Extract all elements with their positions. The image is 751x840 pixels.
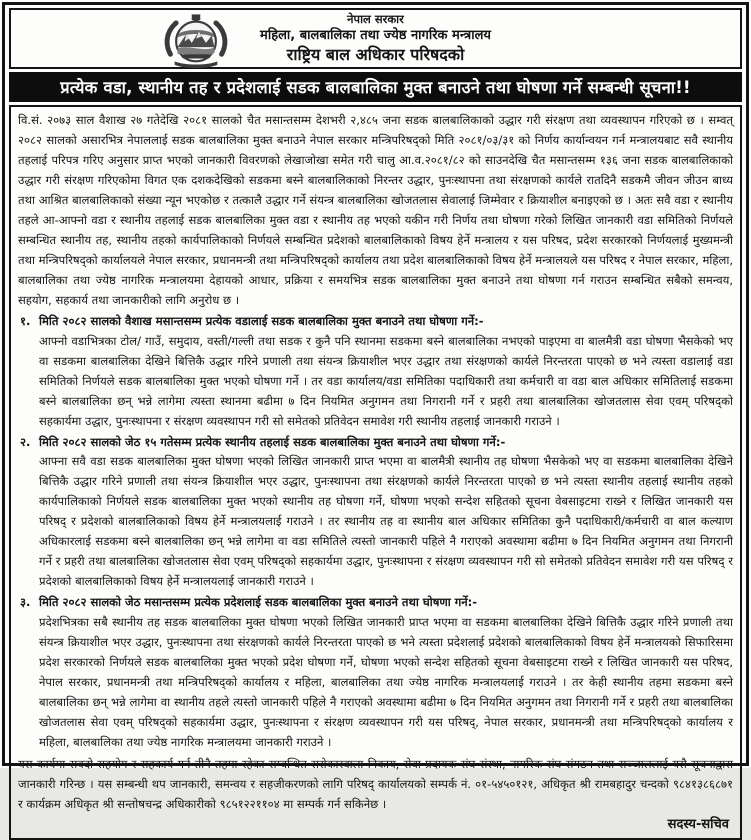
header-ministry: महिला, बालबालिका तथा ज्येष्ठ नागरिक मन्त्रालय: [260, 28, 491, 44]
section-1-body: आफ्नो वडाभित्रका टोल/ गाउँ, समुदाय, वस्ती/गल्ली तथा सडक र कुनै पनि स्थानमा सडकमा बस्ने बालबालिका नभएको पाइएमा वा बालमैत्री वडा घोषणा भैसकेको भए वा सडकमा बालबालिका देखिने बित्तिकै उद्धार गरिने प्रणाली तथा संयन्त्र क्रियाशील भएर उद्धार तथा संरक्षणको कार्यले निरन्तरता पाएको छ भने त्यस्ता वडालाई वडा समितिको निर्णयले सडक बालबालिका मुक्त भएको घोषणा गर्ने । तर वडा कार्यालय/वडा समितिका पदाधिकारी तथा कर्मचारी वा वडा बाल अधिकार समितिलाई सडकमा बस्ने बालबालिका छन् भन्ने लागेमा त्यस्ता स्थानमा बढीमा ७ दिन नियमित अनुगमन तथा निगरानी गर्ने र प्रहरी तथा बालबालिका खोजतलास सेवा एवम् परिषद्को सहकार्यमा उद्धार, पुनःस्थापना र संरक्षण व्यवस्थापन गरी सो समेतको प्रतिवेदन समावेश गरी स्थानीय तहलाई जानकारी गराउने ।: [39, 333, 733, 428]
signature-member-secretary: सदस्य-सचिव: [667, 816, 729, 832]
section-1-number: १.: [20, 313, 31, 328]
header-council: राष्ट्रिय बाल अधिकार परिषदको: [286, 44, 465, 64]
section-2-body: आफ्ना सवै वडा सडक बालबालिका मुक्त घोषणा भएको लिखित जानकारी प्राप्त भएमा वा बालमैत्री स्थानीय तह घोषणा भैसकेको भए वा सडकमा बालबालिका देखिने बित्तिकै उद्धार गरिने प्रणाली तथा संयन्त्र क्रियाशील भएर उद्धार, पुनःस्थापना तथा संरक्षणको कार्यले निरन्तरता पाएको छ भने त्यस्ता स्थानीय तहलाई स्थानीय तहको कार्यपालिकाको निर्णयले सडक बालबालिका मुक्त भएको स्थानीय तह घोषणा गर्ने, घोषणा भएको सन्देश सहितको सूचना वेबसाइटमा राख्ने र लिखित जानकारी यस परिषद् र प्रदेशको बालबालिकाको विषय हेर्ने मन्त्रालयलाई गराउने । तर स्थानीय तह वा स्थानीय बाल अधिकार समितिका कुनै पदाधिकारी/कर्मचारी वा बाल कल्याण अधिकारलाई सडकमा बस्ने बालबालिका छन् भन्ने लागेमा वा वडा समितिले त्यस्तो जानकारी पहिले नै गराएको अवस्थामा बढीमा ७ दिन नियमित अनुगमन तथा निगरानी गर्ने र प्रहरी तथा बालबालिका खोजतलास सेवा एवम् परिषद्को सहकार्यमा उद्धार, पुनःस्थापना र संरक्षण व्यवस्थापन गरी सो समेतको प्रतिवेदन समावेश गरी यस परिषद् र प्रदेशको बालबालिकाको विषय हेर्ने मन्त्रालयलाई जानकारी गराउने ।: [39, 454, 733, 589]
intro-paragraph: वि.सं. २०७३ साल वैशाख २७ गतेदेखि २०८१ सालको चैत मसान्तसम्म देशभरी २,४८५ जना सडक बालबालिकाको उद्धार गरी संरक्षण तथा व्यवस्थापन गरिएको छ । सम्वत् २०८२ सालको असारभित्र नेपाललाई सडक बालबालिका मुक्त बनाउने नेपाल सरकार मन्त्रिपरिषद्को मिति २०८१/०३/३१ को निर्णय कार्यान्वयन गर्न मन्त्रालयबाट सवै स्थानीय तहलाई परिपत्र गरिए अनुसार प्राप्त भएको जानकारी विवरणको लेखाजोखा समेत गरी चालु आ.व.२०८१/८२ को साउनदेखि चैत मसान्तसम्म १३६ जना सडक बालबालिकाको उद्धार गरी संरक्षण गरिएकोमा विगत एक दशकदेखिको सडकमा बस्ने बालबालिकाको निरन्तर उद्धार, पुनःस्थापना तथा संरक्षणको कार्यले रातदिनै सडकमै जीवन जीउन बाध्य तथा आश्रित बालबालिकाको संख्या न्यून भएकोछ र तत्कालै उद्धार गर्ने संयन्त्र बालबालिका खोजतलास सेवालाई जिम्मेवार र क्रियाशील बनाइएको छ । अतः सवै वडा र स्थानीय तहले आ-आफ्नो वडा र स्थानीय तहलाई सडक बालबालिका मुक्त वडा र स्थानीय तह भएको यकीन गरी निर्णय तथा घोषणा गरेको लिखित जानकारी वडा समितिको निर्णयले सम्बन्धित स्थानीय तह, स्थानीय तहको कार्यपालिकाको निर्णयले सम्बन्धित प्रदेशको बालबालिकाको विषय हेर्ने मन्त्रालय र यस परिषद, प्रदेश सरकारको निर्णयलाई मुख्यमन्त्री तथा मन्त्रिपरिषद्को कार्यालयले नेपाल सरकार, प्रधानमन्त्री तथा मन्त्रिपरिषद्को कार्यालय तथा प्रदेश बालबालिकाको विषय हेर्ने मन्त्रालयले यस परिषद र नेपाल सरकार, महिला, बालबालिका तथा ज्येष्ठ नागरिक मन्त्रालयमा देहायको आधार, प्रक्रिया र समयभित्र सडक बालबालिका मुक्त बनाउने तथा घोषणा गर्न गराउन सम्बन्धित सबैको समन्वय, सहयोग, सहकार्य तथा जानकारीको लागि अनुरोध छ ।: [18, 113, 733, 307]
section-3-body: प्रदेशभित्रका सबै स्थानीय तह सडक बालबालिका मुक्त घोषणा भएको लिखित जानकारी प्राप्त भएमा वा सडकमा बालबालिका देखिने बित्तिकै उद्धार गरिने प्रणाली तथा संयन्त्र क्रियाशील भएर उद्धार, पुनःस्थापना तथा संरक्षणको कार्यले निरन्तरता पाएको छ भने त्यस्ता प्रदेशलाई प्रदेशको बालबालिकाको विषय हेर्ने मन्त्रालयको सिफारिसमा प्रदेश सरकारको निर्णयले सडक बालबालिका मुक्त भएको प्रदेश घोषणा गर्ने, घोषणा भएको सन्देश सहितको सूचना वेबसाइटमा राख्ने र लिखित जानकारी यस परिषद, नेपाल सरकार, प्रधानमन्त्री तथा मन्त्रिपरिषद्को कार्यालय र महिला, बालबालिका तथा ज्येष्ठ नागरिक मन्त्रालयलाई गराउने । तर केही स्थानीय तहमा सडकमा बस्ने बालबालिका छन् भन्ने लागेमा वा स्थानीय तहले त्यस्तो जानकारी पहिले नै गराएको अवस्थामा बढीमा ७ दिन नियमित अनुगमन तथा निगरानी गर्ने र प्रहरी तथा बालबालिका खोजतलास सेवा एवम् परिषद्को सहकार्यमा उद्धार, पुनःस्थापना र संरक्षण व्यवस्थापन गरी यस परिषद्, नेपाल सरकार, प्रधानमन्त्री तथा मन्त्रिपरिषद्को कार्यालय र महिला, बालबालिका तथा ज्येष्ठ नागरिक मन्त्रालयमा जानकारी गराउने ।: [39, 615, 733, 750]
notice-title-banner: प्रत्येक वडा, स्थानीय तह र प्रदेशलाई सडक बालबालिका मुक्त बनाउने तथा घोषणा गर्ने सम्बन्धी सूचना!!: [9, 72, 742, 102]
section-2: [18, 433, 733, 593]
nepal-government-emblem-icon: [159, 13, 233, 67]
header-government: नेपाल सरकार: [347, 11, 404, 26]
section-1-heading: मिति २०८२ सालको वैशाख मसान्तसम्म प्रत्येक वडालाई सडक बालबालिका मुक्त बनाउने तथा घोषणा गर्ने:-: [39, 313, 484, 328]
section-3-heading: मिति २०८२ सालको जेठ मसान्तसम्म प्रत्येक प्रदेशलाई सडक बालबालिका मुक्त बनाउने तथा घोषणा गर्ने:-: [39, 595, 478, 610]
section-3: [18, 593, 733, 753]
section-1: [18, 312, 733, 432]
section-3-number: ३.: [20, 595, 31, 610]
section-2-heading: मिति २०८२ सालको जेठ १५ गतेसम्म प्रत्येक स्थानीय तहलाई सडक बालबालिका मुक्त बनाउने तथा घोषणा गर्ने:-: [39, 434, 506, 449]
document-header: [9, 8, 742, 69]
document-frame: [2, 2, 749, 832]
notice-body: [9, 105, 742, 840]
section-2-number: २.: [20, 434, 31, 449]
closing-paragraph: यस कार्यमा सक्दो सहयोग र सहकार्य गर्न तीनै तहमा रहेका सम्बन्धित सरोकारवाला निकाय, सेवा प्रदायक संघ संस्था, नागरिक संघ संगठन तथा सञ्जाललाई यसै सूचनाद्वारा जानकारी गरिन्छ । यस सम्बन्धी थप जानकारी, समन्वय र सहजीकरणको लागि परिषद् कार्यालयको सम्पर्क नं. ०१-५४५०१२१, अधिकृत श्री रामबहादुर चन्दको ९८४१३८६८७१ र कार्यक्रम अधिकृत श्री सन्तोषचन्द्र अधिकारीको ९८५१२२११०४ मा सम्पर्क गर्न सकिनेछ ।: [18, 757, 733, 811]
